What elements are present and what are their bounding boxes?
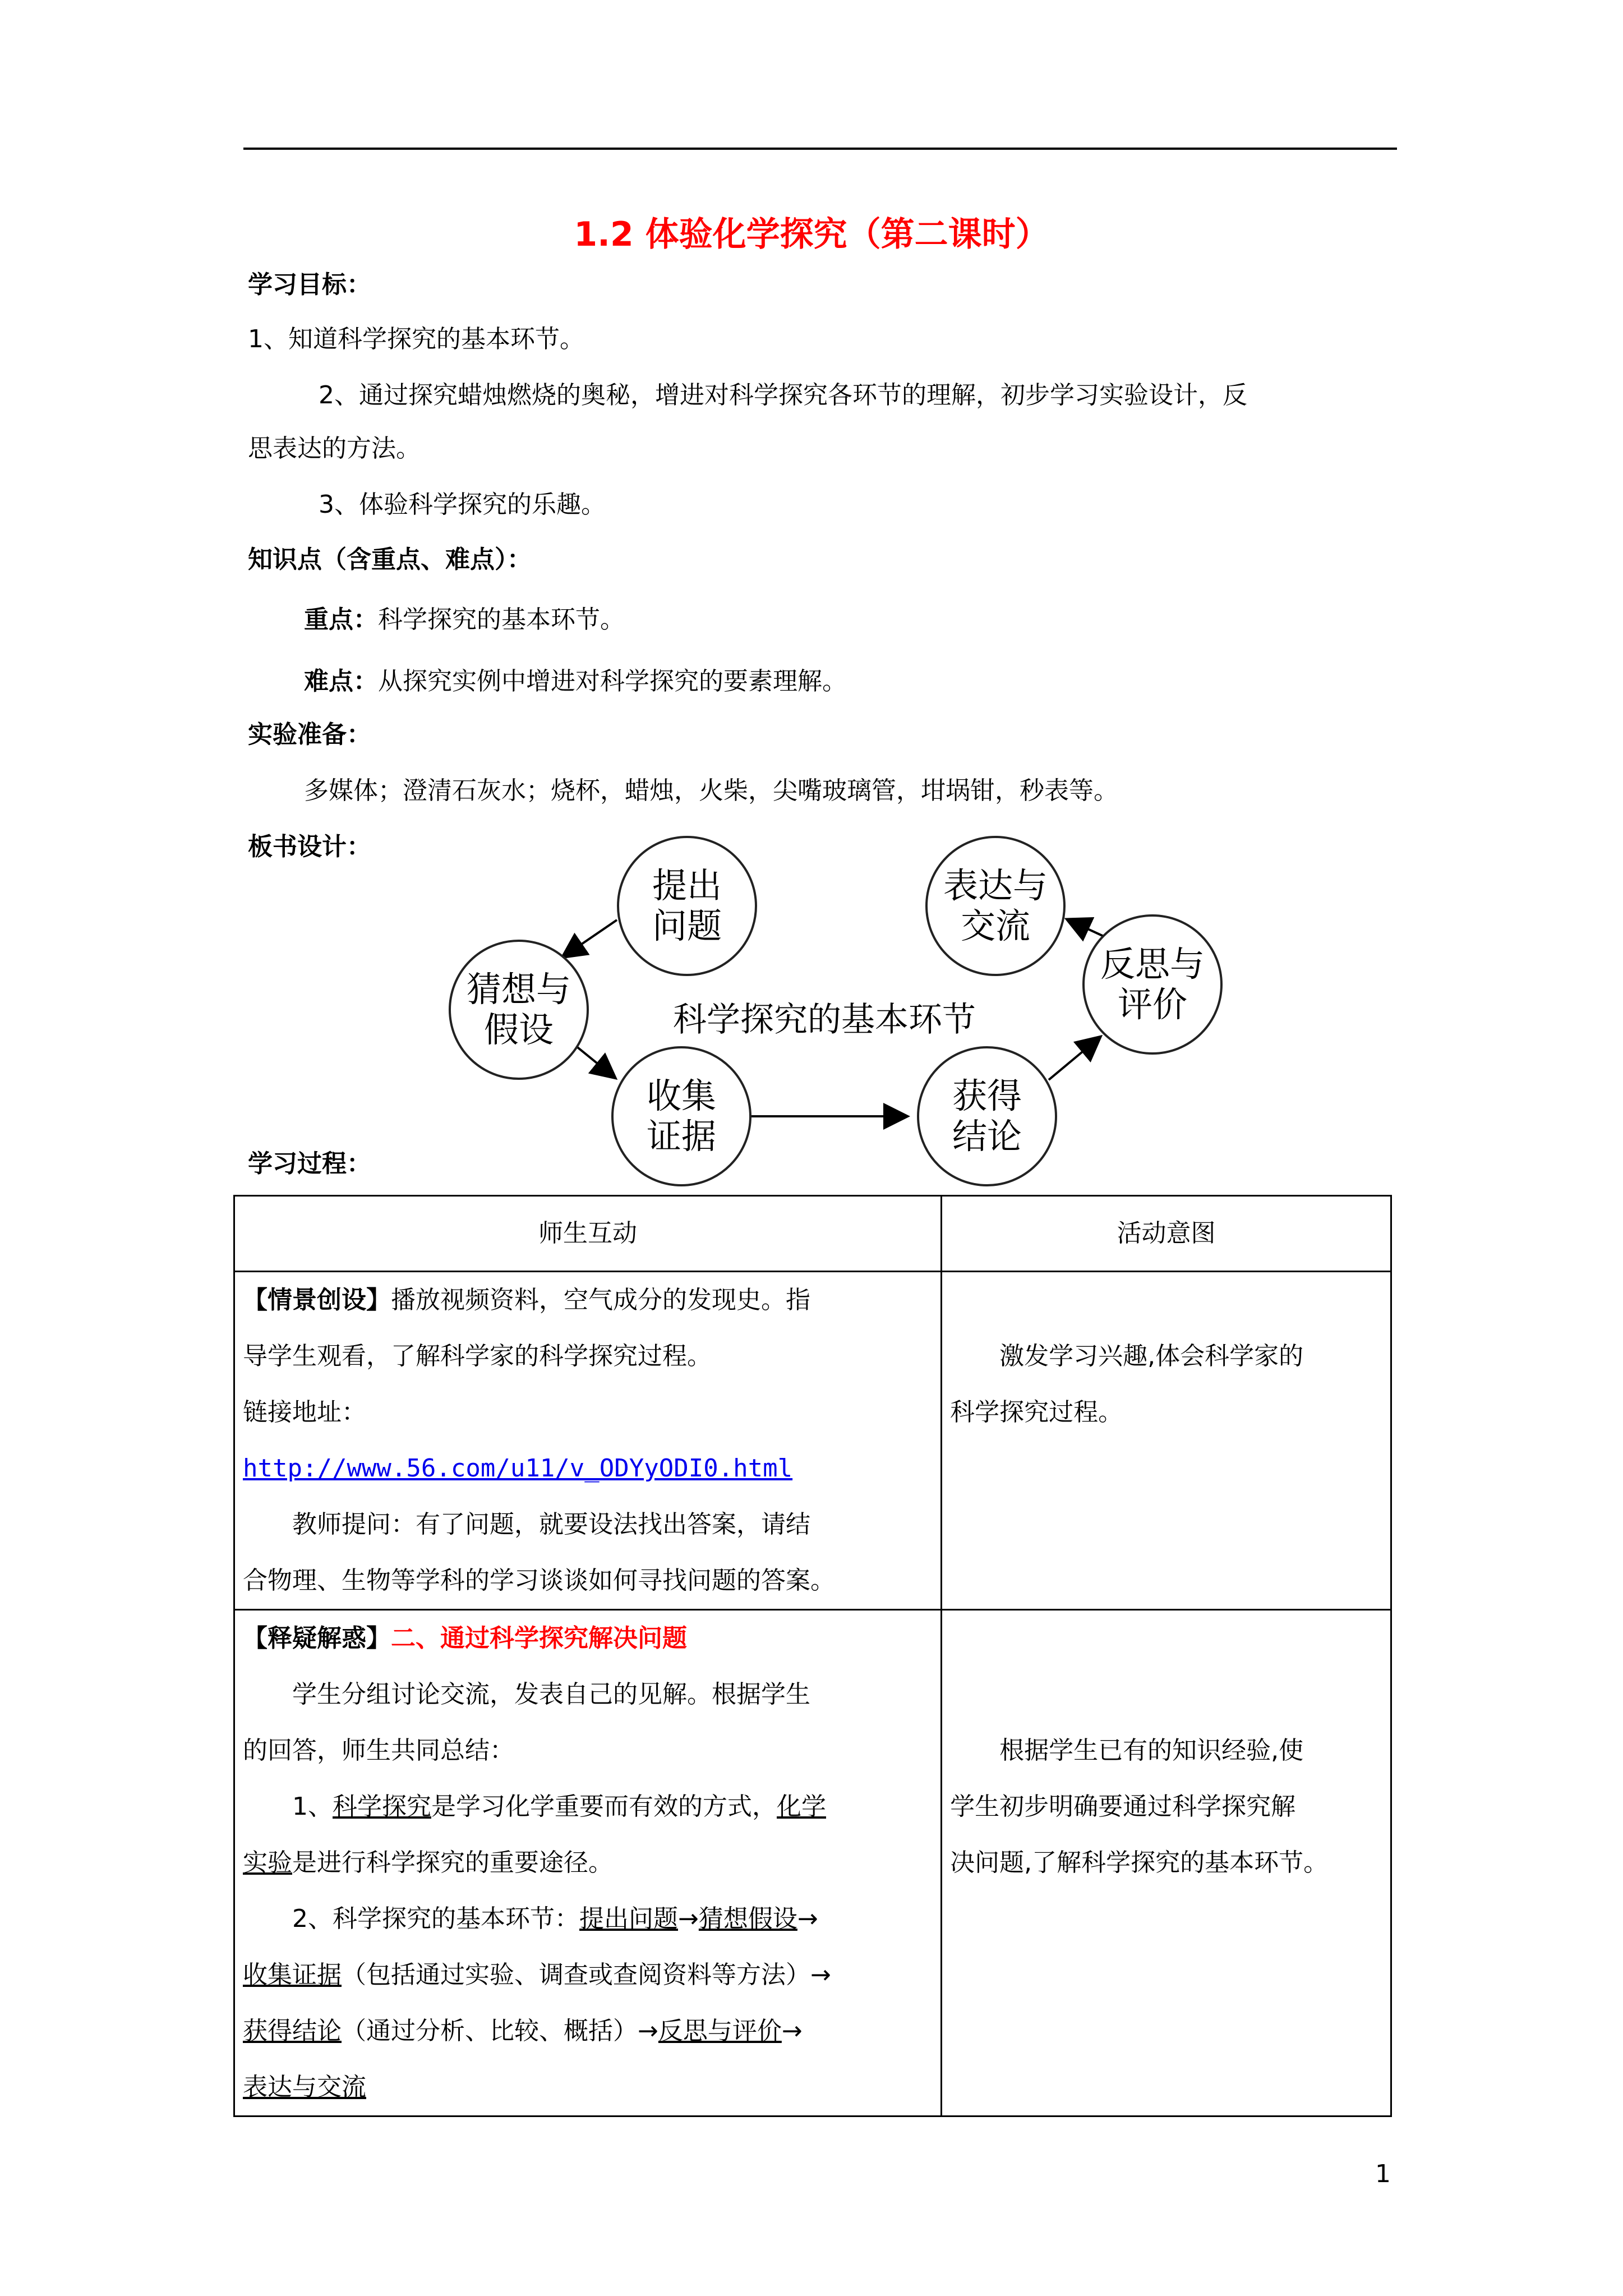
node-hypothesis: 猜想与 假设 bbox=[449, 940, 589, 1080]
objective-1: 1、知道科学探究的基本环节。 bbox=[248, 325, 584, 353]
row2-intent: 根据学生已有的知识经验,使 学生初步明确要通过科学探究解 决问题,了解科学探究的基本环节。 bbox=[942, 1610, 1391, 2116]
col-header-intent: 活动意图 bbox=[942, 1196, 1391, 1272]
objective-2-line1: 2、通过探究蜡烛燃烧的奥秘，增进对科学探究各环节的理解，初步学习实验设计，反 bbox=[319, 381, 1247, 409]
objective-2-line2: 思表达的方法。 bbox=[248, 434, 421, 463]
table-row bbox=[234, 1272, 1391, 1610]
col-header-interaction: 师生互动 bbox=[234, 1196, 942, 1272]
node-conclusion: 获得 结论 bbox=[917, 1046, 1057, 1186]
arrow-reflect-to-express bbox=[1068, 920, 1105, 937]
arrow-conclude-to-reflect bbox=[1049, 1038, 1099, 1080]
objectives-heading: 学习目标： bbox=[248, 270, 371, 299]
board-heading: 板书设计： bbox=[248, 832, 371, 861]
table-header-row bbox=[234, 1196, 1391, 1272]
page-number: 1 bbox=[1375, 2160, 1391, 2188]
row1-interaction: 【情景创设】播放视频资料，空气成分的发现史。指 导学生观看，了解科学家的科学探究过程。 链接地址： http://www.56.com/u11/v_ODYyODI0.html 教师提问：有了问题，就要设法找出答案，请结 合物理、生物等学科的学习谈谈如何寻找问题的答案。 bbox=[234, 1272, 942, 1610]
prep-text: 多媒体；澄清石灰水；烧杯，蜡烛，火柴，尖嘴玻璃管，坩埚钳，秒表等。 bbox=[304, 776, 1118, 805]
row1-intent: 激发学习兴趣,体会科学家的 科学探究过程。 bbox=[942, 1272, 1391, 1610]
difficult-point: 难点：从探究实例中增进对科学探究的要素理解。 bbox=[304, 667, 847, 696]
knowledge-heading: 知识点（含重点、难点）： bbox=[248, 545, 532, 574]
header-rule bbox=[243, 148, 1397, 150]
node-expression: 表达与 交流 bbox=[925, 836, 1066, 976]
arrow-ask-to-guess bbox=[564, 920, 617, 956]
node-reflection: 反思与 评价 bbox=[1082, 914, 1223, 1055]
row2-interaction: 【释疑解惑】二、通过科学探究解决问题 学生分组讨论交流，发表自己的见解。根据学生 的回答，师生共同总结： 1、科学探究是学习化学重要而有效的方式，化学 实验是进行科学探究的重要途径。 2、科学探究的基本环节：提出问题→猜想假设→ 收集证据（包括通过实验、调查或查阅资料等方法）→ 获得结论（通过分析、比较、概括）→反思与评价→ 表达与交流 bbox=[234, 1610, 942, 2116]
diagram-center-label: 科学探究的基本环节 bbox=[673, 1000, 976, 1039]
process-table bbox=[233, 1195, 1392, 2117]
node-ask-question: 提出 问题 bbox=[617, 836, 757, 976]
objective-3: 3、体验科学探究的乐趣。 bbox=[319, 490, 606, 519]
video-link[interactable]: http://www.56.com/u11/v_ODYyODI0.html bbox=[243, 1454, 793, 1483]
inquiry-cycle-diagram bbox=[437, 836, 1245, 1195]
prep-heading: 实验准备： bbox=[248, 720, 371, 749]
node-collect-evidence: 收集 证据 bbox=[611, 1046, 751, 1186]
key-point: 重点：科学探究的基本环节。 bbox=[304, 605, 625, 634]
table-row bbox=[234, 1610, 1391, 2116]
process-heading: 学习过程： bbox=[248, 1149, 371, 1178]
page-title: 1.2 体验化学探究（第二课时） bbox=[574, 215, 1049, 254]
